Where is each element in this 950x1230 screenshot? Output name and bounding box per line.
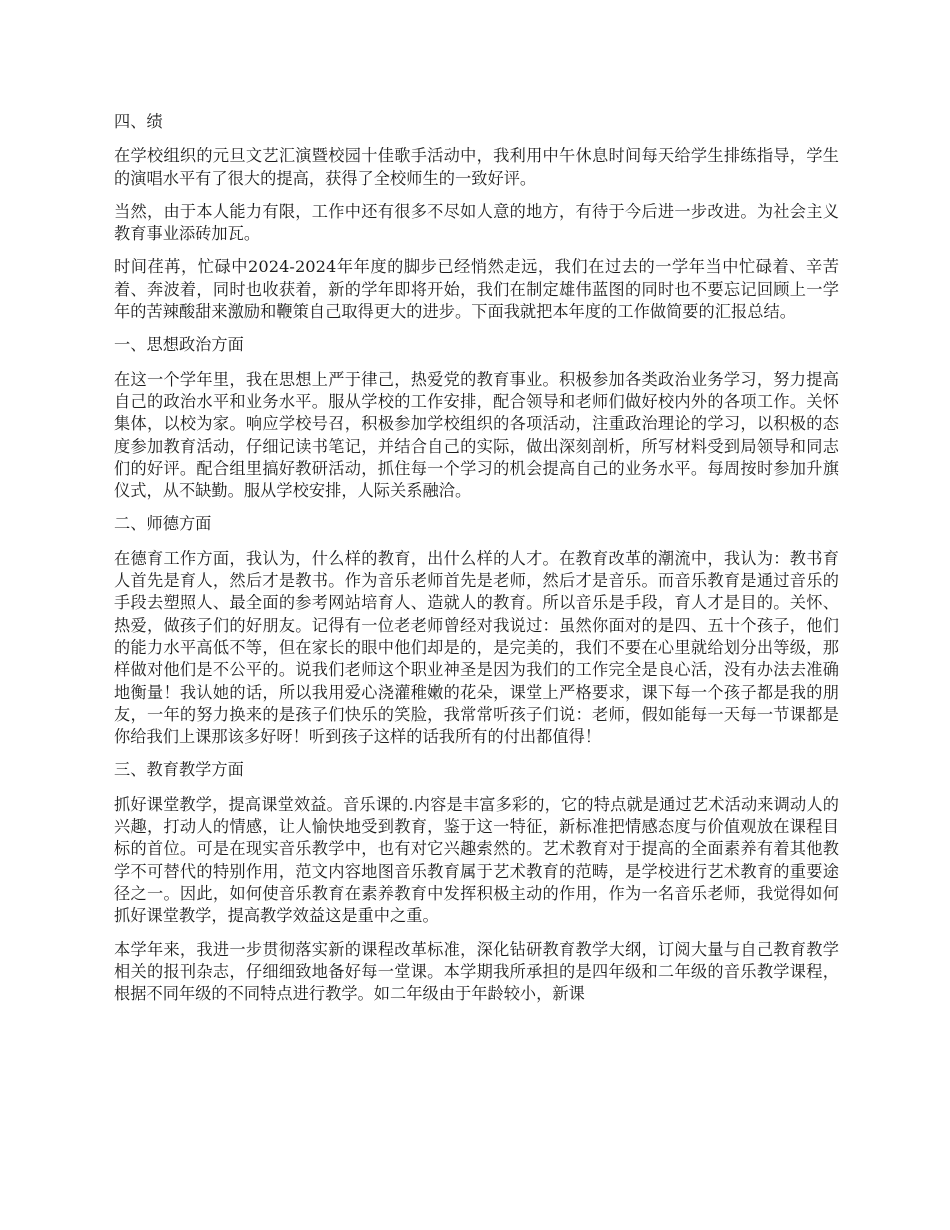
document-body: [114, 111, 839, 1016]
section-heading: 二、师德方面: [114, 514, 212, 534]
paragraph: 在学校组织的元旦文艺汇演暨校园十佳歌手活动中，我利用中午休息时间每天给学生排练指导，学生的演唱水平有了很大的提高，获得了全校师生的一致好评。: [114, 146, 839, 188]
paragraph: 当然，由于本人能力有限，工作中还有很多不尽如人意的地方，有待于今后进一步改进。为社会主义教育事业添砖加瓦。: [114, 201, 839, 244]
paragraph: 在这一个学年里，我在思想上严于律己，热爱党的教育事业。积极参加各类政治业务学习，努力提高自己的政治水平和业务水平。服从学校的工作安排，配合领导和老师们做好校内外的各项工作。关怀集体，以校为家。响应学校号召，积极参加学校组织的各项活动，注重政治理论的学习，以积极的态度参加教育活动，仔细记读书笔记，并结合自己的实际，做出深刻剖析，所写材料受到局领导和同志们的好评。配合组里搞好教研活动，抓住每一个学习的机会提高自己的业务水平。每周按时参加升旗仪式，从不缺勤。服从学校安排，人际关系融洽。: [114, 369, 839, 501]
paragraph: 时间荏苒，忙碌中2024-2024年年度的脚步已经悄然走远，我们在过去的一学年当中忙碌着、辛苦着、奔波着，同时也收获着，新的学年即将开始，我们在制定雄伟蓝图的同时也不要忘记回顾上一学年的苦辣酸甜来激励和鞭策自己取得更大的进步。下面我就把本年度的工作做简要的汇报总结。: [114, 257, 839, 322]
section-heading: 四、绩: [114, 112, 163, 131]
section-heading: 一、思想政治方面: [114, 335, 244, 355]
paragraph: 在德育工作方面，我认为，什么样的教育，出什么样的人才。在教育改革的潮流中，我认为：教书育人首先是育人，然后才是教书。作为音乐老师首先是老师，然后才是音乐。而音乐教育是通过音乐的手段去塑照人、最全面的参考网站培育人、造就人的教育。所以音乐是手段，育人才是目的。关怀、热爱，做孩子们的好朋友。记得有一位老老师曾经对我说过：虽然你面对的是四、五十个孩子，他们的能力水平高低不等，但在家长的眼中他们却是的，是完美的，我们不要在心里就给划分出等级，那样做对他们是不公平的。说我们老师这个职业神圣是因为我们的工作完全是良心活，没有办法去准确地衡量！我认她的话，所以我用爱心浇灌稚嫩的花朵，课堂上严格要求，课下每一个孩子都是我的朋友，一年的努力换来的是孩子们快乐的笑脸，我常常听孩子们说：老师，假如能每一天每一节课都是你给我们上课那该多好呀！听到孩子这样的话我所有的付出都值得！: [114, 548, 839, 747]
paragraph: 抓好课堂教学，提高课堂效益。音乐课的.内容是丰富多彩的，它的特点就是通过艺术活动来调动人的兴趣，打动人的情感，让人愉快地受到教育，鉴于这一特征，新标准把情感态度与价值观放在课程目标的首位。可是在现实音乐教学中，也有对它兴趣索然的。艺术教育对于提高的全面素养有着其他教学不可替代的特别作用，范文内容地图音乐教育属于艺术教育的范畴，是学校进行艺术教育的重要途径之一。因此，如何使音乐教育在素养教育中发挥积极主动的作用，作为一名音乐老师，我觉得如何抓好课堂教学，提高教学效益这是重中之重。: [114, 794, 839, 926]
section-heading: 三、教育教学方面: [114, 760, 244, 780]
paragraph: 本学年来，我进一步贯彻落实新的课程改革标准，深化钻研教育教学大纲，订阅大量与自己教育教学相关的报刊杂志，仔细细致地备好每一堂课。本学期我所承担的是四年级和二年级的音乐教学课程，根据不同年级的不同特点进行教学。如二年级由于年龄较小，新课: [114, 939, 839, 1004]
